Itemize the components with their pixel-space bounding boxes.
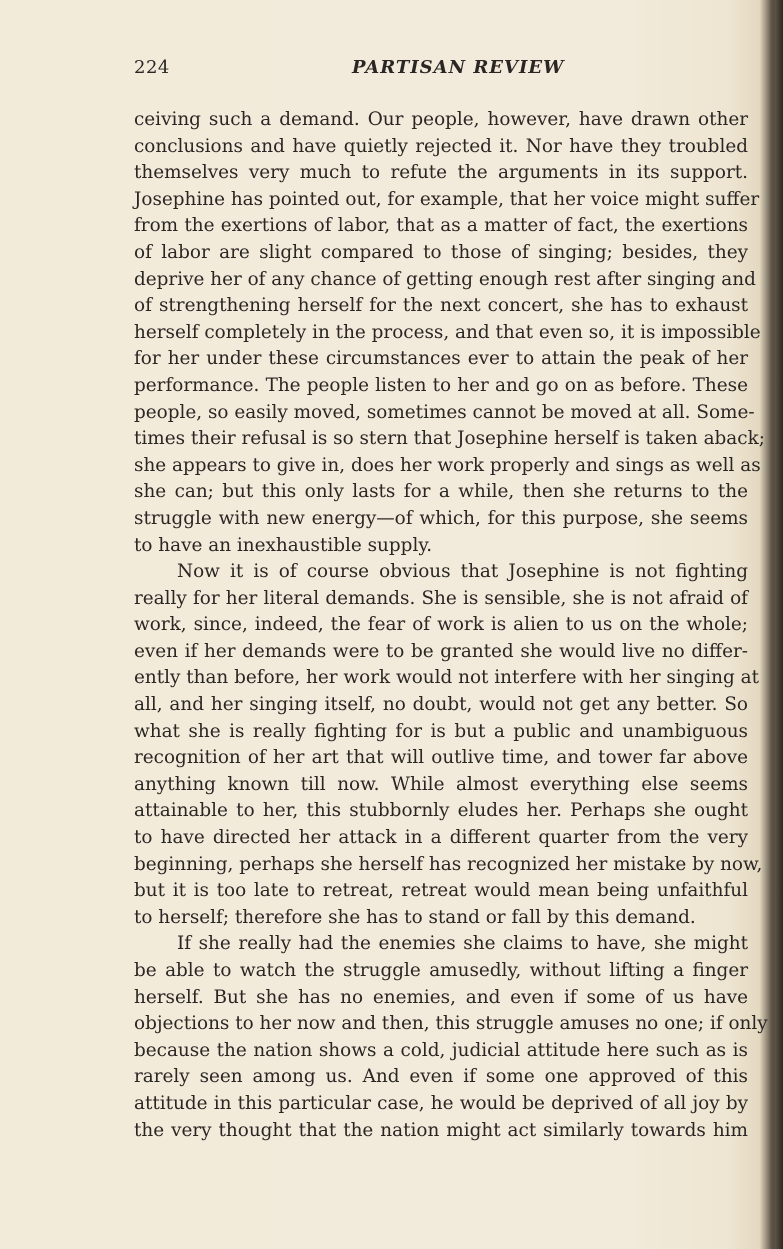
text-line: performance. The people listen to her and go on as before. These <box>134 374 748 396</box>
text-line: people, so easily moved, sometimes cannot be moved at all. Some- <box>134 401 755 423</box>
text-line: to have directed her attack in a different quarter from the very <box>134 827 748 849</box>
text-line: of strengthening herself for the next concert, she has to exhaust <box>134 295 748 317</box>
text-line: struggle with new energy—of which, for this purpose, she seems <box>134 507 748 529</box>
paragraph-last-line: to herself; therefore she has to stand or fall by this demand. <box>134 906 696 928</box>
text-line: work, since, indeed, the fear of work is alien to us on the whole; <box>134 614 748 636</box>
page-number: 224 <box>134 57 170 78</box>
text-line: ently than before, her work would not interfere with her singing at <box>134 667 760 689</box>
text-line: times their refusal is so stern that Josephine herself is taken aback; <box>134 428 765 450</box>
text-line: attainable to her, this stubbornly eludes her. Perhaps she ought <box>134 800 748 822</box>
text-line: she appears to give in, does her work properly and sings as well as <box>134 454 761 476</box>
text-line: but it is too late to retreat, retreat would mean being unfaithful <box>134 880 748 902</box>
paragraph-first-line: Now it is of course obvious that Josephine is not fighting <box>177 561 748 583</box>
journal-title: PARTISAN REVIEW <box>352 57 565 78</box>
text-line: attitude in this particular case, he would be deprived of all joy by <box>134 1092 748 1114</box>
text-line: ceiving such a demand. Our people, however, have drawn other <box>134 109 748 130</box>
text-line: herself completely in the process, and that even so, it is impossible <box>134 321 761 343</box>
text-line: objections to her now and then, this struggle amuses no one; if only <box>134 1013 768 1035</box>
text-line: for her under these circumstances ever to attain the peak of her <box>134 348 748 370</box>
text-line: from the exertions of labor, that as a matter of fact, the exertions <box>134 215 748 237</box>
text-line: recognition of her art that will outlive time, and tower far above <box>134 747 748 769</box>
body-text <box>134 107 768 1144</box>
paragraph-last-line: to have an inexhaustible supply. <box>134 534 433 556</box>
paragraph-first-line: If she really had the enemies she claims to have, she might <box>177 933 748 955</box>
text-line: rarely seen among us. And even if some one approved of this <box>134 1066 748 1088</box>
page-binding-edge <box>769 0 783 1249</box>
text-line: conclusions and have quietly rejected it. Nor have they troubled <box>134 135 748 157</box>
text-line: herself. But she has no enemies, and even if some of us have <box>134 986 748 1008</box>
text-line: all, and her singing itself, no doubt, would not get any better. So <box>134 694 748 716</box>
text-line: really for her literal demands. She is sensible, she is not afraid of <box>134 587 748 609</box>
text-line: because the nation shows a cold, judicial attitude here such as is <box>134 1039 748 1061</box>
text-line: the very thought that the nation might act similarly towards him <box>134 1119 748 1141</box>
text-line: beginning, perhaps she herself has recognized her mistake by now, <box>134 853 763 875</box>
running-head <box>134 57 744 85</box>
text-line: of labor are slight compared to those of singing; besides, they <box>134 241 748 263</box>
text-line: what she is really fighting for is but a public and unambiguous <box>134 720 748 742</box>
text-line: even if her demands were to be granted she would live no differ- <box>134 640 748 662</box>
text-line: she can; but this only lasts for a while, then she returns to the <box>134 481 748 503</box>
text-line: deprive her of any chance of getting enough rest after singing and <box>134 268 756 290</box>
text-line: be able to watch the struggle amusedly, without lifting a finger <box>134 960 748 981</box>
text-line: anything known till now. While almost everything else seems <box>134 773 748 795</box>
text-line: Josephine has pointed out, for example, that her voice might suffer <box>134 188 760 210</box>
text-line: themselves very much to refute the arguments in its support. <box>134 162 748 184</box>
